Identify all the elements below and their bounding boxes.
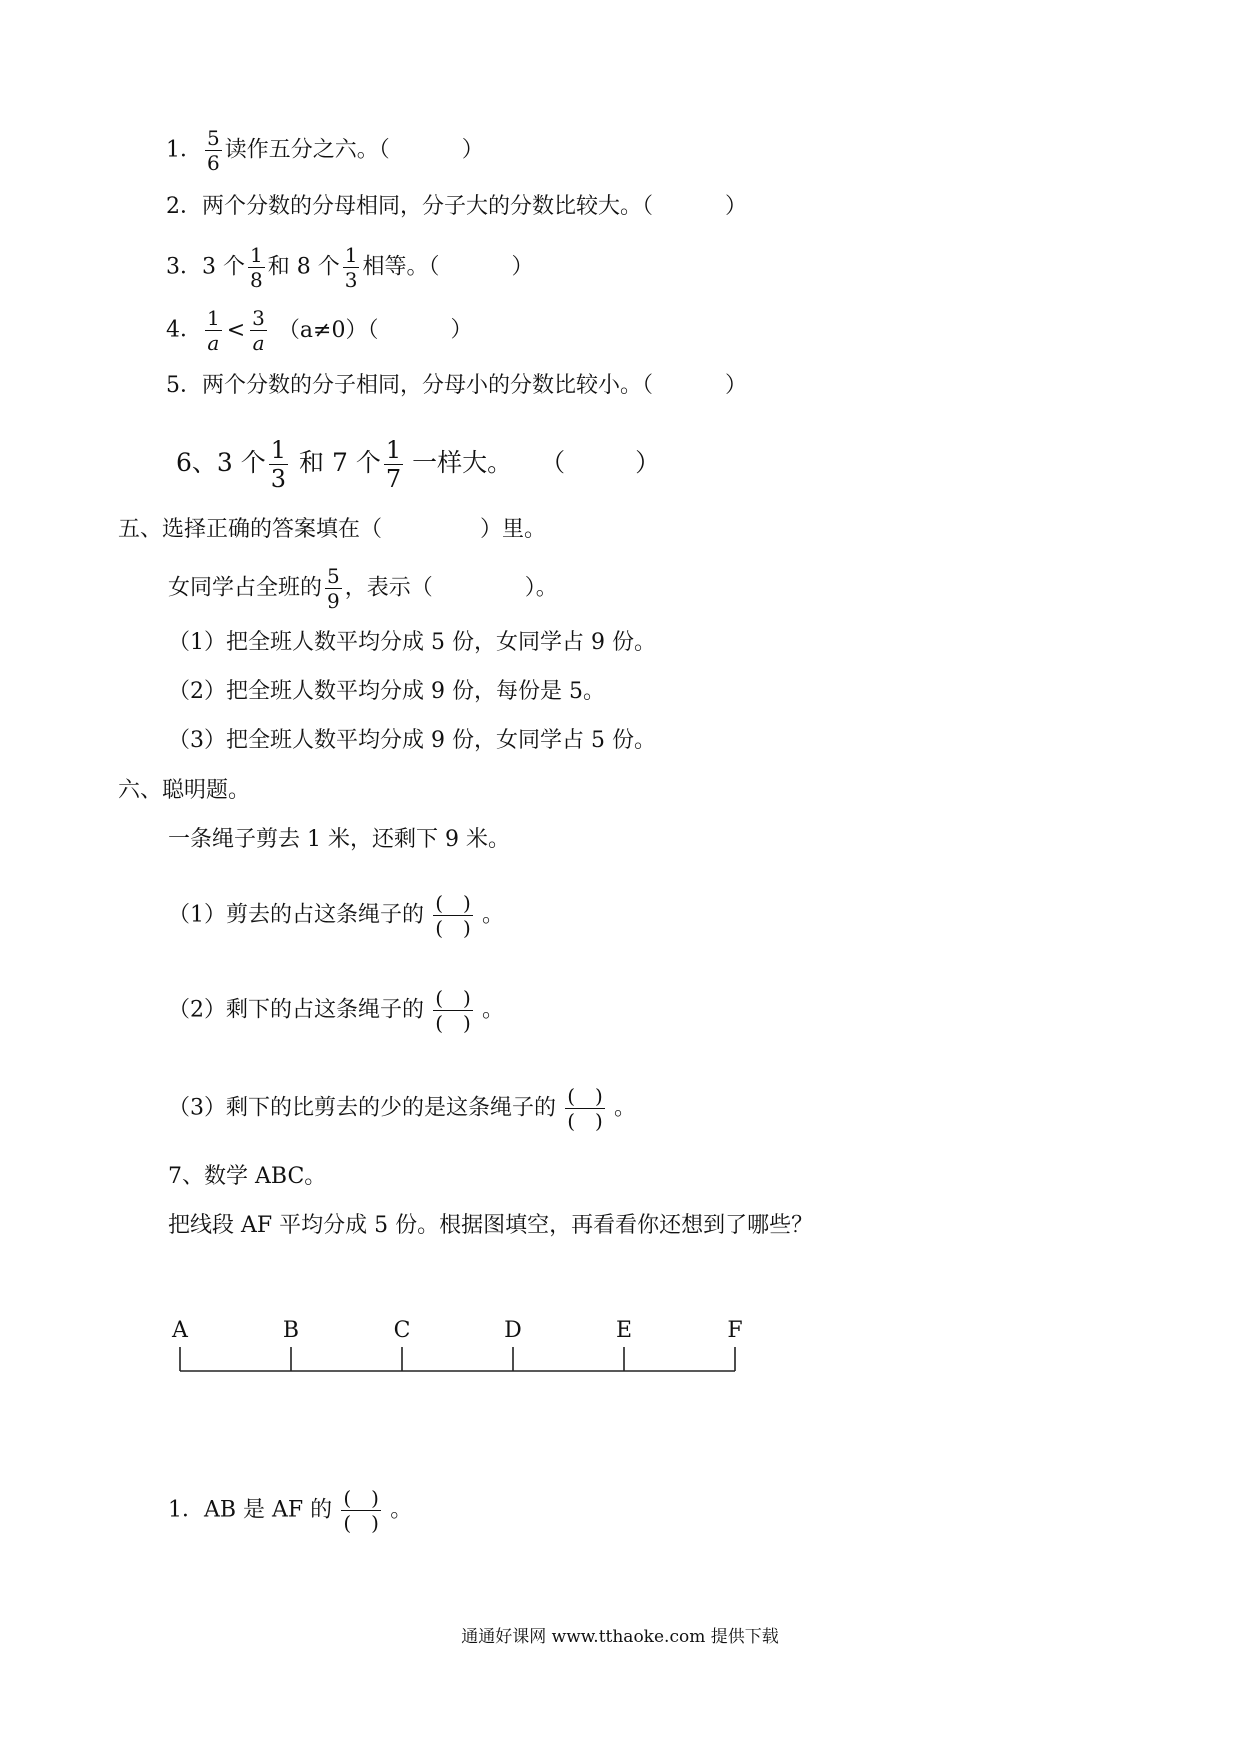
section-7-question-1: [168, 1488, 412, 1533]
fraction-denominator: 9: [327, 589, 340, 613]
judge-item-5: [166, 375, 747, 397]
less-than-sign: <: [226, 317, 246, 343]
judge-item-3: [166, 245, 533, 290]
line-segment-diagram: [170, 1315, 750, 1375]
section-title-close: ）里。: [480, 517, 547, 542]
blank-fraction[interactable]: [427, 988, 479, 1033]
answer-close-paren: ）: [725, 194, 748, 219]
fraction-numerator: 1: [270, 436, 287, 464]
blank-denominator[interactable]: ( ): [435, 1011, 471, 1035]
section-title-text: 五、选择正确的答案填在（: [118, 517, 383, 542]
fraction: [343, 245, 360, 290]
fraction-numerator: 1: [344, 243, 358, 267]
answer-open-paren: （: [540, 448, 566, 477]
blank-fraction[interactable]: [427, 893, 479, 938]
item-text: 一样大。: [412, 448, 513, 477]
fraction: [205, 308, 222, 353]
section-5-stem: [168, 566, 558, 611]
item-number: 3．: [166, 254, 202, 280]
item-number: 6、3 个: [176, 448, 266, 477]
judge-item-1: [166, 128, 484, 173]
fraction-denominator: a: [252, 331, 265, 355]
blank-fraction[interactable]: [559, 1086, 611, 1131]
point-label-d: D: [504, 1318, 522, 1343]
question-end: 。: [614, 1095, 637, 1121]
answer-close-paren: ）: [725, 373, 748, 398]
rope-question-3: [168, 1086, 636, 1131]
question-end: 。: [390, 1497, 413, 1523]
blank-numerator[interactable]: ( ): [435, 891, 471, 915]
item-text: 3 个: [202, 254, 245, 280]
fraction-numerator: 5: [207, 126, 220, 150]
item-text: 两个分数的分母相同，分子大的分数比较大。（: [202, 194, 654, 219]
fraction-denominator: 8: [250, 268, 263, 292]
answer-close-paren: ）: [461, 137, 484, 163]
fraction-numerator: 1: [207, 306, 220, 330]
fraction-denominator: 3: [344, 268, 358, 292]
option-1: （1）把全班人数平均分成 5 份，女同学占 9 份。: [168, 630, 656, 655]
rope-question-2: [168, 988, 504, 1033]
item-number: 1．: [166, 137, 202, 163]
blank-denominator[interactable]: ( ): [567, 1109, 603, 1133]
fraction-numerator: 1: [250, 243, 263, 267]
blank-denominator[interactable]: ( ): [343, 1511, 379, 1535]
option-2: （2）把全班人数平均分成 9 份，每份是 5。: [168, 679, 605, 704]
stem-text: ，表示（: [344, 575, 433, 601]
item-number: 4．: [166, 317, 202, 343]
fraction-numerator: 1: [385, 436, 402, 464]
blank-denominator[interactable]: ( ): [435, 916, 471, 940]
question-text: （3）剩下的比剪去的少的是这条绳子的: [168, 1095, 556, 1121]
judge-item-2: [166, 196, 747, 218]
section-6-title: 六、聪明题。: [118, 778, 251, 803]
question-text: 1．AB 是 AF 的: [168, 1497, 333, 1523]
section-7-stem: 把线段 AF 平均分成 5 份。根据图填空，再看看你还想到了哪些？: [168, 1213, 814, 1238]
condition-text: （a≠0）（: [277, 317, 379, 343]
option-3: （3）把全班人数平均分成 9 份，女同学占 5 份。: [168, 728, 656, 753]
blank-numerator[interactable]: ( ): [343, 1486, 379, 1510]
blank-numerator[interactable]: ( ): [567, 1084, 603, 1108]
fraction: [250, 308, 267, 353]
fraction-numerator: 5: [327, 564, 340, 588]
item-text: 两个分数的分子相同，分母小的分数比较小。（: [202, 373, 654, 398]
item-text: 相等。（: [362, 254, 440, 280]
fraction: [205, 128, 222, 173]
fraction: [384, 438, 403, 491]
question-text: （1）剪去的占这条绳子的: [168, 902, 424, 928]
stem-text: 女同学占全班的: [168, 575, 323, 601]
footer-credit: 通通好课网 www.tthaoke.com 提供下载: [461, 1627, 779, 1647]
fraction: [269, 438, 288, 491]
point-label-e: E: [615, 1318, 633, 1343]
question-end: 。: [482, 902, 505, 928]
question-text: （2）剩下的占这条绳子的: [168, 997, 424, 1023]
answer-close-paren: ）: [511, 254, 534, 280]
point-label-a: A: [172, 1318, 188, 1343]
point-label-c: C: [393, 1318, 411, 1343]
blank-numerator[interactable]: ( ): [435, 986, 471, 1010]
item-text: 读作五分之六。（: [224, 137, 390, 163]
fraction: [325, 566, 342, 611]
rope-question-1: [168, 893, 504, 938]
answer-close-paren: ）: [635, 448, 661, 477]
item-text: 和 7 个: [299, 448, 381, 477]
point-label-f: F: [727, 1318, 743, 1343]
stem-close: ）。: [524, 575, 558, 601]
item-number: 5．: [166, 373, 202, 398]
item-text: 和 8 个: [267, 254, 340, 280]
point-label-b: B: [282, 1318, 300, 1343]
fraction-numerator: 3: [252, 306, 265, 330]
fraction-denominator: 6: [207, 151, 220, 175]
question-end: 。: [482, 997, 505, 1023]
judge-item-6: [176, 438, 660, 491]
fraction: [248, 245, 265, 290]
blank-fraction[interactable]: [335, 1488, 387, 1533]
section-7-title: 7、数学 ABC。: [168, 1164, 327, 1189]
fraction-denominator: 7: [385, 465, 402, 493]
item-number: 2．: [166, 194, 202, 219]
section-6-stem: 一条绳子剪去 1 米，还剩下 9 米。: [168, 827, 510, 852]
judge-item-4: [166, 308, 472, 353]
section-5-title: [118, 519, 546, 541]
fraction-denominator: 3: [270, 465, 287, 493]
answer-close-paren: ）: [450, 317, 473, 343]
fraction-denominator: a: [207, 331, 220, 355]
